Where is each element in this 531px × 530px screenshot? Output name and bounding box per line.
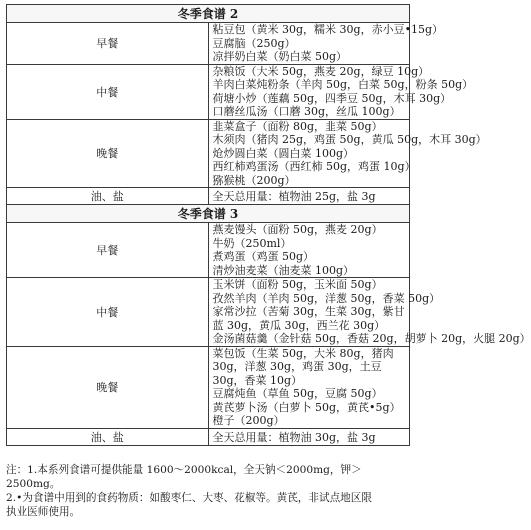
- dish-line: 玉米饼（面粉 50g，玉米面 50g）: [212, 278, 383, 291]
- dish-line: 孜然羊肉（羊肉 50g，洋葱 50g，香菜 50g）: [212, 291, 441, 305]
- dish-line: 粘豆包（黄米 30g，糯米 30g，赤小豆•15g）: [212, 23, 444, 36]
- meal-row-breakfast: [7, 23, 410, 65]
- oil-salt-row: [7, 428, 410, 445]
- menu-title: 冬季食谱 3: [7, 205, 410, 223]
- oil-salt-label: 油、盐: [7, 188, 209, 205]
- dish-line: 燕麦馒头（面粉 50g，燕麦 20g）: [212, 223, 383, 236]
- dish-line: 清炒油麦菜（油麦菜 100g）: [212, 263, 355, 277]
- dish-line: 猕猴桃（200g）: [212, 173, 296, 187]
- dish-line: 煮鸡蛋（鸡蛋 50g）: [212, 250, 315, 263]
- meal-row-dinner: [7, 119, 410, 188]
- dish-line: 菜包饭（生菜 50g，大米 80g，猪肉 30g，洋葱 30g，鸡蛋 30g，土豆 30g，香菜 10g）: [212, 346, 394, 387]
- oil-salt-text: 全天总用量：植物油 25g，盐 3g: [208, 188, 410, 205]
- dish-line: 家常沙拉（苦菊 30g，生菜 30g，紫甘蓝 30g，黄瓜 30g，西兰花 30g）: [212, 305, 405, 332]
- meal-items: [208, 346, 410, 428]
- dish-line: 西红柿鸡蛋汤（西红柿 50g，鸡蛋 10g）: [212, 160, 416, 173]
- menu-title-row: [7, 5, 410, 23]
- footnote-line: 2.•为食谱中用到的食药物质：如酸枣仁、大枣、花椒等。黄芪，非试点地区限: [6, 492, 372, 504]
- dish-line: 凉拌奶白菜（奶白菜 50g）: [212, 50, 348, 63]
- menu-title: 冬季食谱 2: [7, 5, 410, 23]
- meal-label: 早餐: [7, 223, 209, 278]
- dish-line: 木须肉（猪肉 25g，鸡蛋 50g，黄瓜 50g，木耳 30g）: [212, 133, 487, 146]
- oil-salt-label: 油、盐: [7, 428, 209, 445]
- dish-line: 牛奶（250ml）: [212, 236, 292, 250]
- meal-label: 中餐: [7, 64, 209, 119]
- meal-items: [208, 119, 487, 188]
- dish-line: 金汤菌菇羹（金针菇 50g，香菇 20g，胡萝卜 20g，火腿 20g）: [212, 332, 531, 345]
- footnotes: [6, 463, 410, 519]
- oil-salt-row: [7, 188, 410, 205]
- meal-label: 中餐: [7, 278, 209, 347]
- meal-items: [208, 223, 410, 278]
- dish-line: 豆腐炖鱼（草鱼 50g，豆腐 50g）: [212, 387, 383, 400]
- dish-line: 口蘑丝瓜汤（口蘑 30g，丝瓜 100g）: [212, 105, 401, 118]
- footnote-line: 注：1.本系列食谱可提供能量 1600～2000kcal，全天钠＜2000mg，钾＞: [6, 464, 362, 476]
- dish-line: 韭菜盒子（面粉 80g，韭菜 50g）: [212, 119, 383, 133]
- meal-items: [208, 64, 474, 119]
- meal-items: [208, 278, 531, 347]
- dish-line: 橙子（200g）: [212, 414, 285, 427]
- menu-title-row: [7, 205, 410, 223]
- meal-label: 晚餐: [7, 119, 209, 188]
- dish-line: 炝炒圆白菜（圆白菜 100g）: [212, 146, 355, 160]
- dish-line: 杂粮饭（大米 50g，燕麦 20g，绿豆 10g）: [212, 64, 430, 78]
- footnote-line: 2500mg。: [6, 478, 61, 490]
- dish-line: 荷塘小炒（莲藕 50g，四季豆 50g，木耳 30g）: [212, 91, 452, 105]
- footnote-line: 执业医师使用。: [6, 506, 81, 518]
- meal-row-dinner: [7, 346, 410, 428]
- meal-label: 早餐: [7, 23, 209, 65]
- meal-items: [208, 23, 444, 65]
- dish-line: 豆腐脑（250g）: [212, 36, 296, 50]
- oil-salt-text: 全天总用量：植物油 30g，盐 3g: [208, 428, 410, 445]
- meal-row-breakfast: [7, 223, 410, 278]
- dish-line: 黄芪萝卜汤（白萝卜 50g，黄芪•5g）: [212, 400, 401, 414]
- meal-row-lunch: [7, 278, 410, 347]
- meal-label: 晚餐: [7, 346, 209, 428]
- meal-row-lunch: [7, 64, 410, 119]
- menu-table: [6, 4, 531, 446]
- dish-line: 羊肉白菜炖粉条（羊肉 50g，白菜 50g，粉条 50g）: [212, 78, 474, 91]
